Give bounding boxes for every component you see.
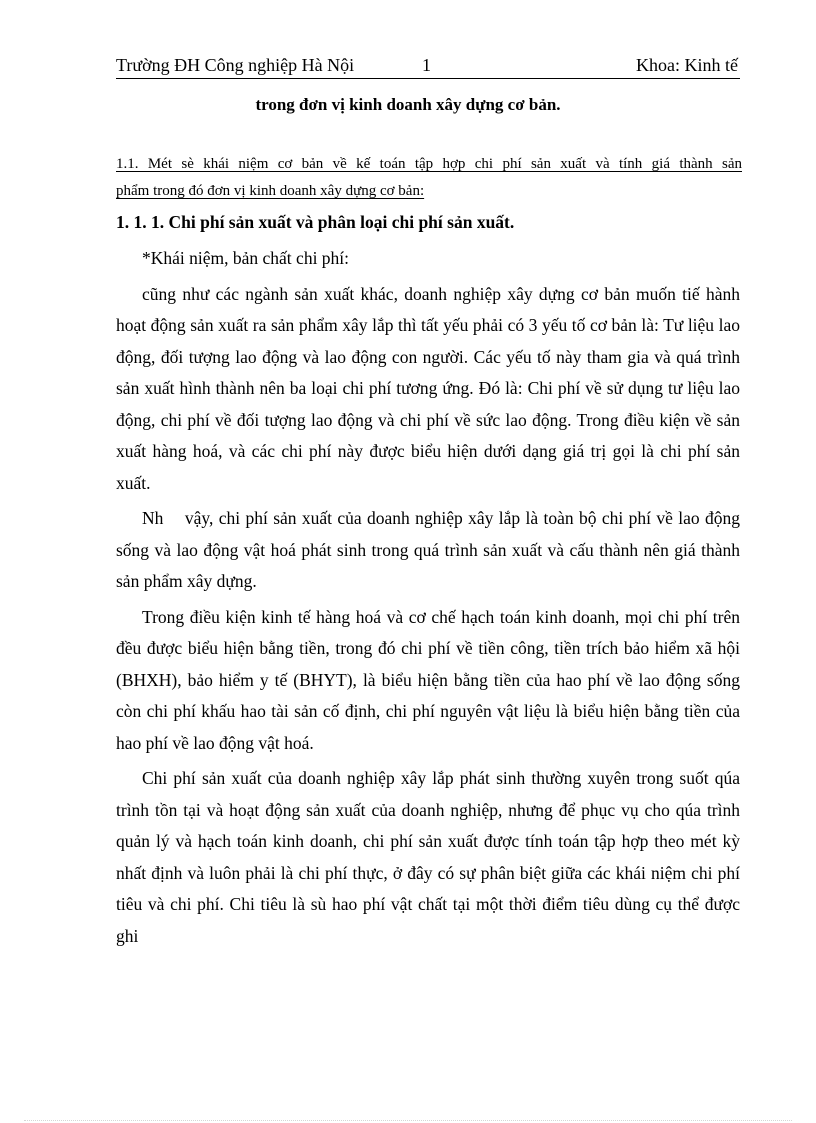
header-faculty: Khoa: Kinh tế bbox=[636, 55, 738, 75]
paragraph: Chi phí sản xuất của doanh nghiệp xây lắp phát sinh thường xuyên trong suốt qúa trình tồn tại và hoạt động sản xuất của doanh nghiệp, nhưng để phục vụ cho qúa trình quản lý và hạch toán kinh doanh, chi phí sản xuất được tính toán tập hợp theo mét kỳ nhất định và luôn phải là chi phí thực, ở đây có sự phân biệt giữa các khái niệm chi phí tiêu và chi phí. Chi tiêu là sù hao phí vật chất tại một thời điểm tiêu dùng cụ thể được ghi bbox=[116, 768, 740, 946]
header-page-number: 1 bbox=[422, 55, 431, 75]
paragraph: Trong điều kiện kinh tế hàng hoá và cơ chế hạch toán kinh doanh, mọi chi phí trên đều được biểu hiện bằng tiền, trong đó chi phí về tiền công, tiền trích bảo hiểm xã hội (BHXH), bảo hiểm y tế (BHYT), là biểu hiện bằng tiền của hao phí về lao động sống còn chi phí khấu hao tài sản cố định, chi phí nguyên vật liệu là biểu hiện bằng tiền của hao phí về lao động vật hoá. bbox=[116, 606, 740, 753]
header-school-name: Trường ĐH Công nghiệp Hà Nội bbox=[116, 55, 355, 75]
section-1-1-heading bbox=[116, 151, 742, 205]
section-subtitle: trong đơn vị kinh doanh xây dựng cơ bản. bbox=[255, 95, 561, 114]
heading-1-1-1: 1. 1. 1. Chi phí sản xuất và phân loại chi phí sản xuất. bbox=[116, 212, 515, 232]
paragraph: Nh vậy, chi phí sản xuất của doanh nghiệp xây lắp là toàn bộ chi phí về lao động sống và lao động vật hoá phát sinh trong quá trình sản xuất và cấu thành nên giá thành sản phẩm xây dựng. bbox=[116, 508, 745, 591]
page-bottom-rule bbox=[24, 1120, 792, 1121]
section-1-1-line-1: 1.1. Mét sè khái niệm cơ bản về kế toán tập hợp chi phí sản xuất và tính giá thành sản bbox=[116, 156, 742, 172]
paragraph: cũng như các ngành sản xuất khác, doanh nghiệp xây dựng cơ bản muốn tiế hành hoạt động sản xuất ra sản phẩm xây lắp thì tất yếu phải có 3 yếu tố cơ bản là: Tư liệu lao động, đối tượng lao động và lao động con người. Các yếu tố này tham gia và quá trình sản xuất hình thành nên ba loại chi phí tương ứng. Đó là: Chi phí về sử dụng tư liệu lao động, chi phí về đối tượng lao động và chi phí về sức lao động. Trong điều kiện về sản xuất hàng hoá, và các chi phí này được biểu hiện dưới dạng giá trị gọi là chi phí sản xuất. bbox=[116, 283, 740, 493]
page-header bbox=[116, 52, 740, 79]
paragraph: *Khái niệm, bản chất chi phí: bbox=[142, 248, 350, 268]
section-1-1-line-2: phẩm trong đó đơn vị kinh doanh xây dựng cơ bản: bbox=[116, 183, 425, 199]
body-text bbox=[116, 243, 745, 956]
